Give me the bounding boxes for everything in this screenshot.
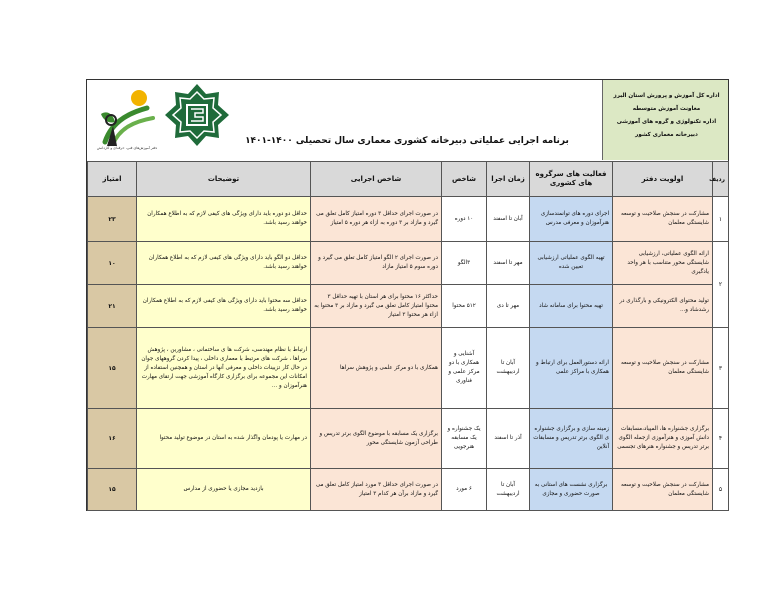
office-line-3: اداره تکنولوژی و گروه های آموزشی (616, 119, 717, 125)
row-number: ۲ (713, 242, 729, 328)
col-row: ردیف (713, 162, 729, 197)
indicator-cell: یک جشنواره و یک مسابقه هنرجویی (442, 409, 487, 469)
priority-cell: مشارکت در سنجش صلاحیت و توسعه شایستگی معلمان (613, 197, 713, 242)
table-row (88, 328, 729, 409)
logo-caption: دفتر آموزش‌های فنی، حرفه‌ای و کاردانش (96, 146, 158, 150)
row-number: ۵ (713, 469, 729, 511)
indicator-cell: آشنایی و همکاری با دو مرکز علمی و فناوری (442, 328, 487, 409)
table-row (88, 469, 729, 511)
priority-cell: برگزاری جشنواره ها، المپیاد،مسابقات دانش آموزی و هنرآموزی ازجمله الگوی برتر تدریس و جشنواره هنرهای تجسمی (613, 409, 713, 469)
row-number: ۳ (713, 328, 729, 409)
activity-cell: ارائه دستورالعمل برای ارتباط و همکاری با مراکز علمی (530, 328, 613, 409)
score-cell: ۲۳ (88, 197, 137, 242)
score-cell: ۱۵ (88, 328, 137, 409)
secretariat-emblem-icon (163, 82, 231, 148)
table-header-row (88, 162, 729, 197)
program-sheet (86, 79, 729, 511)
notes-cell: بازدید مجازی یا حضوری از مدارس (137, 469, 311, 511)
notes-cell: حداقل سه محتوا باید دارای ویژگی های کیفی لازم که به اطلاع همکاران خواهند رسید باشد. (137, 285, 311, 328)
program-table (87, 161, 729, 511)
time-cell: آبان تا اردیبهشت (487, 328, 530, 409)
exec-indicator-cell: حداکثر ۱۶ محتوا برای هر استان با تهیه حداقل ۳ محتوا امتیاز کامل تعلق می گیرد و مازاد بر ۳ محتوا به ازاء هر محتوا ۳ امتیاز (311, 285, 442, 328)
table-row (88, 242, 729, 285)
exec-indicator-cell: همکاری با دو مرکز علمی و پژوهش سراها (311, 328, 442, 409)
activity-cell: زمینه سازی و برگزاری جشنواره ی الگوی برتر تدریس و مسابقات آنلاین (530, 409, 613, 469)
priority-cell: مشارکت در سنجش صلاحیت و توسعه شایستگی معلمان (613, 469, 713, 511)
sheet-header (87, 80, 728, 162)
notes-cell: حداقل دو الگو باید دارای ویژگی های کیفی لازم که به اطلاع همکاران خواهند رسید باشد. (137, 242, 311, 285)
technical-education-logo-icon (91, 84, 163, 154)
priority-cell: مشارکت در سنجش صلاحیت و توسعه شایستگی معلمان (613, 328, 713, 409)
activity-cell: اجرای دوره های توانمندسازی هنرآموزان و معرفی مدرس (530, 197, 613, 242)
table-row (88, 409, 729, 469)
priority-cell: ارائه الگوی عملیاتی، ارزشیابی شایستگی محور متناسب با هر واحد یادگیری (613, 242, 713, 285)
col-score: امتیاز (88, 162, 137, 197)
exec-indicator-cell: در صورت اجرای ۲ الگو امتیاز کامل تعلق می گیرد و دوره سوم ۵ امتیاز مازاد (311, 242, 442, 285)
office-info-box (602, 80, 728, 160)
col-exec-indicator: شاخص اجرایی (311, 162, 442, 197)
time-cell: آذر تا اسفند (487, 409, 530, 469)
exec-indicator-cell: برگزاری یک مسابقه با موضوع الگوی برتر تدریس و طراحی آزمون شایستگی محور (311, 409, 442, 469)
indicator-cell: ۱۰ دوره (442, 197, 487, 242)
exec-indicator-cell: در صورت اجرای حداقل ۳ مورد امتیاز کامل تعلق می گیرد و مازاد برآن هر کدام ۳ امتیاز (311, 469, 442, 511)
activity-cell: تهیه محتوا برای سامانه شاد (530, 285, 613, 328)
priority-cell: تولید محتوای الکترونیکی و بارگذاری در رشدشاد و... (613, 285, 713, 328)
table-row (88, 197, 729, 242)
score-cell: ۲۱ (88, 285, 137, 328)
office-line-1: اداره کل آموزش و پرورش استان البرز (613, 93, 720, 99)
office-line-2: معاونت آموزش متوسطه (632, 106, 701, 112)
col-priority: اولویت دفتر (613, 162, 713, 197)
notes-cell: حداقل دو دوره باید دارای ویژگی های کیفی لازم که به اطلاع همکاران خواهند رسید باشد. (137, 197, 311, 242)
time-cell: آبان تا اسفند (487, 197, 530, 242)
indicator-cell: ۵۱۲ محتوا (442, 285, 487, 328)
col-activity: فعالیت های سرگروه های کشوری (530, 162, 613, 197)
notes-cell: ارتباط با نظام مهندسی، شرکت ها ی ساختمانی ، مشاورین ، پژوهش سراها ، شرکت های مرتبط با معماری داخلی ، پیدا کردن گروههای جوان در حال کار تزیینات داخلی و معرفی آنها در استان و همچنین استفاده از امکانات این مجموعه برای برگزاری کارگاه آموزشی جهت ارتقای مهارت هنرآموزان و ... (137, 328, 311, 409)
col-indicator: شاخص (442, 162, 487, 197)
page-title: برنامه اجرایی عملیاتی دبیرخانه کشوری معماری سال تحصیلی ۱۴۰۰-۱۴۰۱ (245, 136, 569, 146)
score-cell: ۱۰ (88, 242, 137, 285)
activity-cell: تهیه الگوی عملیاتی ارزشیابی تعیین شده (530, 242, 613, 285)
col-time: زمان اجرا (487, 162, 530, 197)
indicator-cell: ۳الگو (442, 242, 487, 285)
notes-cell: در مهارت یا پودمان واگذار شده به استان در موضوع تولید محتوا (137, 409, 311, 469)
score-cell: ۱۵ (88, 469, 137, 511)
office-line-4: دبیرخانه معماری کشور (635, 132, 698, 138)
row-number: ۴ (713, 409, 729, 469)
row-number: ۱ (713, 197, 729, 242)
activity-cell: برگزاری نشست های استانی به صورت حضوری و مجازی (530, 469, 613, 511)
indicator-cell: ۶ مورد (442, 469, 487, 511)
score-cell: ۱۶ (88, 409, 137, 469)
time-cell: مهر تا دی (487, 285, 530, 328)
time-cell: مهر تا اسفند (487, 242, 530, 285)
table-row (88, 285, 729, 328)
time-cell: آبان تا اردیبهشت (487, 469, 530, 511)
exec-indicator-cell: در صورت اجرای حداقل ۳ دوره امتیاز کامل تعلق می گیرد و مازاد بر ۳ دوره به ازاء هر دوره ۵ امتیاز (311, 197, 442, 242)
col-notes: توضیحات (137, 162, 311, 197)
